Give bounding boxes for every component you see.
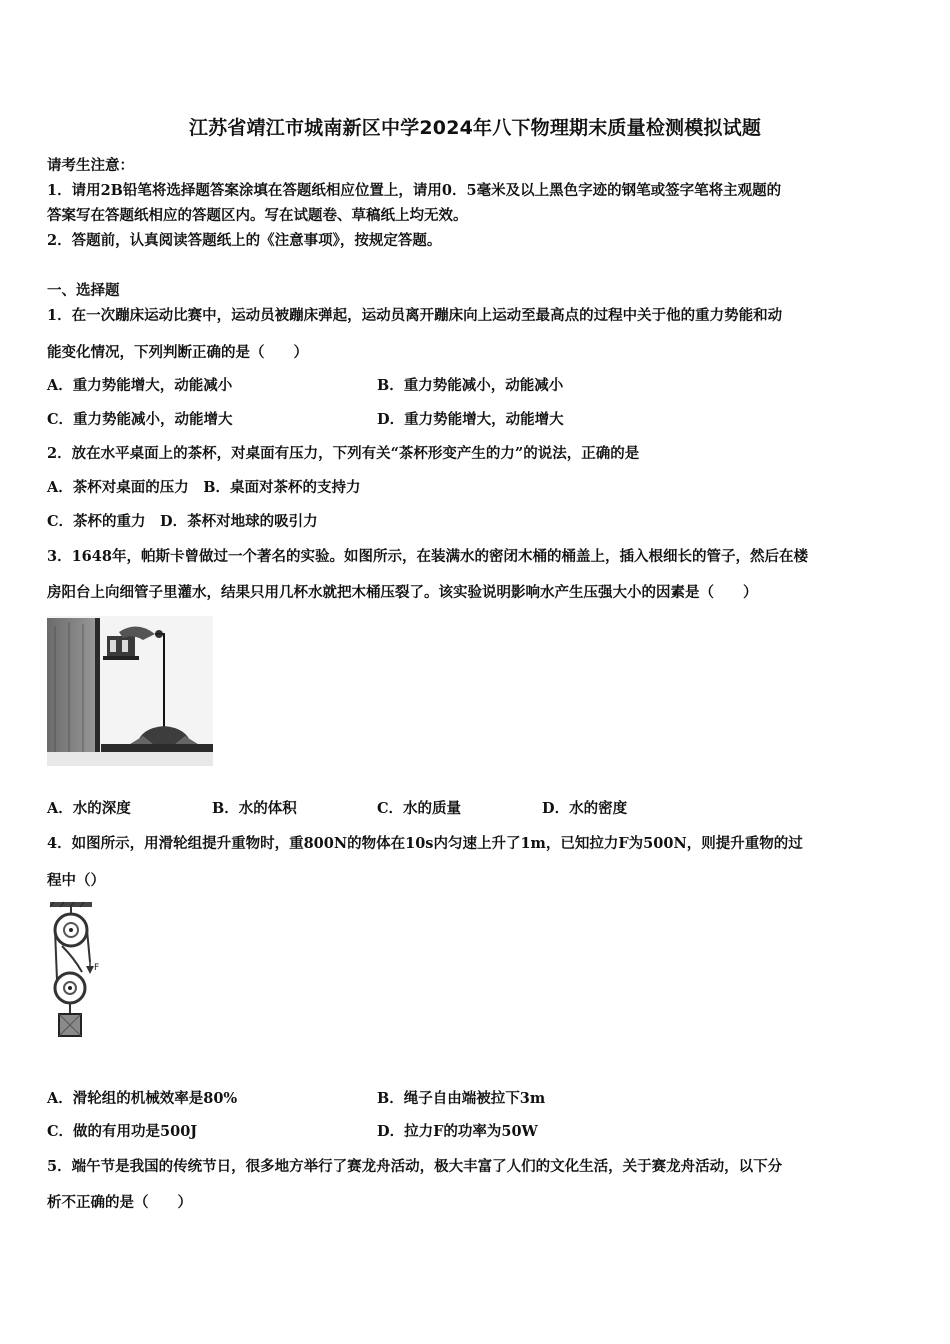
pulley-force-label: F	[94, 963, 100, 973]
notice-heading: 请考生注意：	[47, 157, 134, 174]
q4-stem-line-1: 4．如图所示，用滑轮组提升重物时，重800N的物体在10s内匀速上升了1m，已知拉力F为500N，则提升重物的过	[47, 835, 803, 852]
notice-item-1-line-2: 答案写在答题纸相应的答题区内。写在试题卷、草稿纸上均无效。	[47, 207, 468, 224]
q5-stem-line-1: 5．端午节是我国的传统节日，很多地方举行了赛龙舟活动，极大丰富了人们的文化生活，关于赛龙舟活动，以下分	[47, 1158, 783, 1175]
q1-stem-line-2: 能变化情况，下列判断正确的是（ ）	[47, 344, 308, 361]
q3-option-d: D．水的密度	[542, 800, 628, 817]
q1-option-d: D．重力势能增大，动能增大	[377, 411, 564, 428]
q1-option-a: A．重力势能增大，动能减小	[47, 377, 233, 394]
q3-option-b: B．水的体积	[212, 800, 297, 817]
q4-option-c: C．做的有用功是500J	[47, 1123, 198, 1140]
q1-stem-line-1: 1．在一次蹦床运动比赛中，运动员被蹦床弹起，运动员离开蹦床向上运动至最高点的过程中关于他的重力势能和动	[47, 307, 783, 324]
q4-option-a: A．滑轮组的机械效率是80%	[47, 1090, 238, 1107]
section-heading: 一、选择题	[47, 282, 120, 299]
q4-stem-line-2: 程中（）	[47, 872, 105, 889]
q3-option-c: C．水的质量	[377, 800, 462, 817]
q5-stem-line-2: 析不正确的是（ ）	[47, 1194, 192, 1211]
q1-option-b: B．重力势能减小，动能减小	[377, 377, 564, 394]
q3-option-a: A．水的深度	[47, 800, 131, 817]
q2-stem-line-1: 2．放在水平桌面上的茶杯，对桌面有压力，下列有关“茶杯形变产生的力”的说法，正确的是	[47, 445, 640, 462]
q2-options-line-2: C．茶杯的重力 D．茶杯对地球的吸引力	[47, 513, 318, 530]
q1-option-c: C．重力势能减小，动能增大	[47, 411, 233, 428]
q3-stem-line-2: 房阳台上向细管子里灌水，结果只用几杯水就把木桶压裂了。该实验说明影响水产生压强大小的因素是（ ）	[47, 584, 758, 601]
pascal-barrel-figure	[47, 616, 213, 766]
q4-option-b: B．绳子自由端被拉下3m	[377, 1090, 546, 1107]
q3-stem-line-1: 3．1648年，帕斯卡曾做过一个著名的实验。如图所示，在装满水的密闭木桶的桶盖上，插入根细长的管子，然后在楼	[47, 548, 808, 565]
notice-item-1-line-1: 1．请用2B铅笔将选择题答案涂填在答题纸相应位置上，请用0．5毫米及以上黑色字迹的钢笔或签字笔将主观题的	[47, 182, 782, 199]
q2-options-line-1: A．茶杯对桌面的压力 B．桌面对茶杯的支持力	[47, 479, 361, 496]
notice-item-2: 2．答题前，认真阅读答题纸上的《注意事项》，按规定答题。	[47, 232, 442, 249]
page-title: 江苏省靖江市城南新区中学2024年八下物理期末质量检测模拟试题	[188, 117, 762, 139]
q4-option-d: D．拉力F的功率为50W	[377, 1123, 538, 1140]
pulley-system-figure	[44, 900, 108, 1045]
